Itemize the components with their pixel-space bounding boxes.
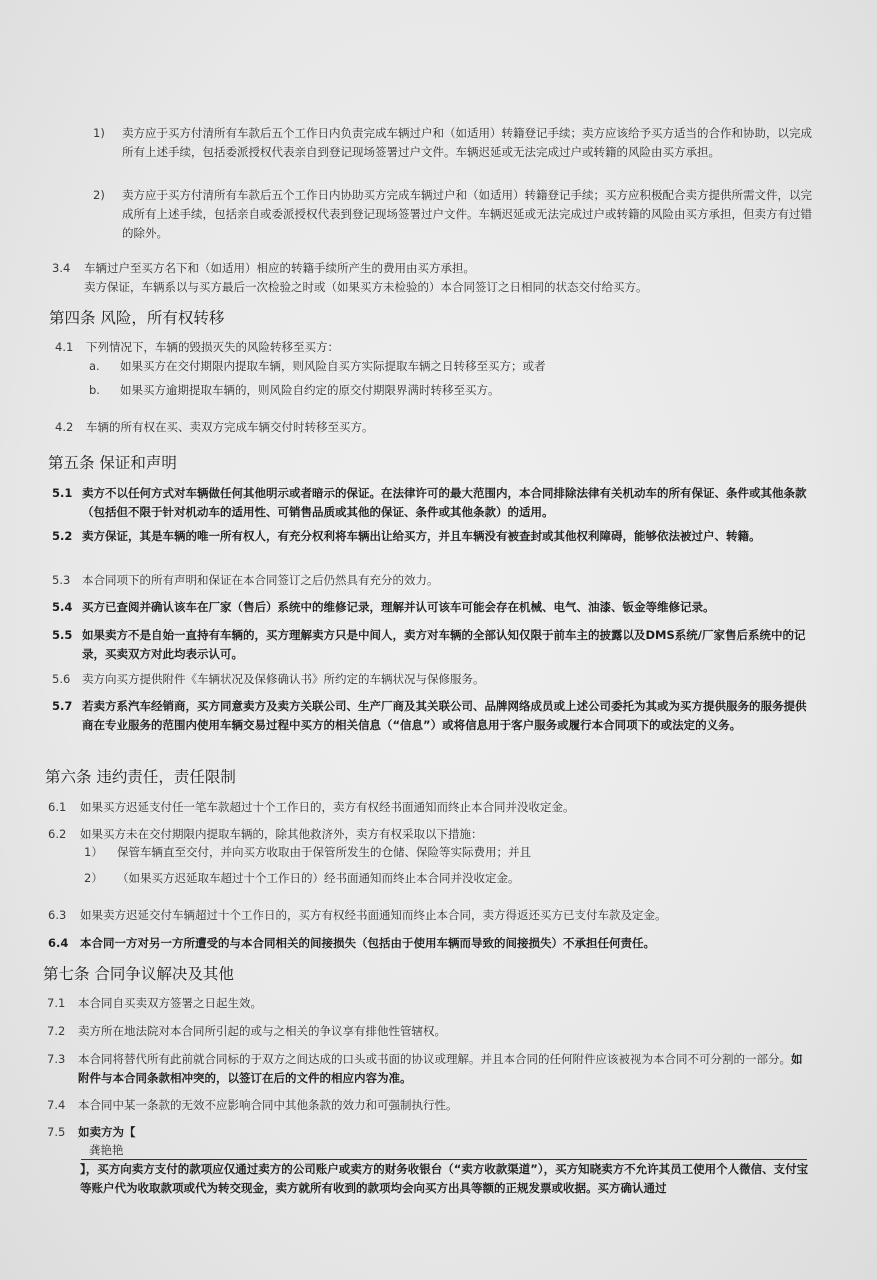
clause-lead: 如卖方为【 bbox=[78, 1125, 136, 1139]
seller-name-field bbox=[81, 1141, 807, 1160]
clause-text-emphasis: 如附件与本合同条款相冲突的，以签订在后的文件的相应内容为准。 bbox=[78, 1052, 803, 1085]
clause-number: 6.2 bbox=[48, 827, 67, 841]
clause-text: 本合同中某一条款的无效不应影响合同中其他条款的效力和可强制执行性。 bbox=[78, 1098, 458, 1112]
item-number: 2) bbox=[93, 188, 105, 202]
clause-text: 卖方保证，其是车辆的唯一所有权人，有充分权利将车辆出让给买方，并且车辆没有被查封或其他权利障碍，能够依法被过户、转籍。 bbox=[82, 529, 761, 543]
clause-text: 卖方向买方提供附件《车辆状况及保修确认书》所约定的车辆状况与保修服务。 bbox=[82, 672, 485, 686]
clause-text: 如果买方逾期提取车辆的，则风险自约定的原交付期限界满时转移至买方。 bbox=[120, 383, 500, 397]
clause-number: 7.4 bbox=[47, 1098, 66, 1112]
clause-text: 车辆的所有权在买、卖双方完成车辆交付时转移至买方。 bbox=[86, 420, 374, 434]
clause-text: 如果卖方迟延交付车辆超过十个工作日的，买方有权经书面通知而终止本合同，卖方得返还买方已支付车款及定金。 bbox=[80, 908, 667, 922]
clause-text: 本合同自买卖双方签署之日起生效。 bbox=[78, 996, 262, 1010]
section-heading: 第七条 合同争议解决及其他 bbox=[43, 965, 234, 983]
seller-name: 龚艳艳 bbox=[89, 1143, 124, 1157]
clause-number: 7.5 bbox=[47, 1125, 66, 1139]
item-number: a. bbox=[89, 359, 100, 373]
clause-text: 本合同项下的所有声明和保证在本合同签订之后仍然具有充分的效力。 bbox=[82, 573, 439, 587]
section-heading: 第五条 保证和声明 bbox=[48, 454, 177, 472]
clause-text: 如果买方在交付期限内提取车辆，则风险自买方实际提取车辆之日转移至买方；或者 bbox=[120, 359, 546, 373]
item-number: 1） bbox=[84, 845, 103, 859]
clause-text: 下列情况下，车辆的毁损灭失的风险转移至买方： bbox=[86, 340, 339, 354]
clause-number: 6.1 bbox=[48, 800, 67, 814]
clause-number: 7.2 bbox=[47, 1024, 66, 1038]
clause-text: 车辆过户至买方名下和（如适用）相应的转籍手续所产生的费用由买方承担。 bbox=[84, 261, 475, 275]
item-number: b. bbox=[89, 383, 100, 397]
clause-number: 5.6 bbox=[52, 672, 71, 686]
clause-text: 保管车辆直至交付，并向买方收取由于保管所发生的仓储、保险等实际费用；并且 bbox=[117, 845, 531, 859]
clause-number: 4.1 bbox=[55, 340, 74, 354]
clause-number: 6.3 bbox=[48, 908, 67, 922]
item-number: 1) bbox=[93, 126, 105, 140]
clause-number: 5.4 bbox=[52, 600, 73, 614]
clause-number: 5.5 bbox=[52, 628, 73, 642]
clause-text: 买方已查阅并确认该车在厂家（售后）系统中的维修记录，理解并认可该车可能会存在机械、电气、油漆、钣金等维修记录。 bbox=[82, 600, 715, 614]
clause-text: 卖方不以任何方式对车辆做任何其他明示或者暗示的保证。在法律许可的最大范围内，本合同排除法律有关机动车的所有保证、条件或其他条款（包括但不限于针对机动车的适用性、可销售品质或其他的保证、条件或其他条款）的适用。 bbox=[82, 486, 807, 519]
clause-text: 卖方所在地法院对本合同所引起的或与之相关的争议享有排他性管辖权。 bbox=[78, 1024, 446, 1038]
clause-number: 7.1 bbox=[47, 996, 66, 1010]
clause-number: 5.3 bbox=[52, 573, 71, 587]
clause-text: 卖方应于买方付清所有车款后五个工作日内负责完成车辆过户和（如适用）转籍登记手续；卖方应该给予买方适当的合作和协助，以完成所有上述手续，包括委派授权代表亲自到登记现场签署过户文件。车辆迟延或无法完成过户或转籍的风险由买方承担。 bbox=[122, 126, 812, 159]
clause-number: 4.2 bbox=[55, 420, 74, 434]
clause-text bbox=[78, 1050, 810, 1088]
clause-text: 本合同一方对另一方所遭受的与本合同相关的间接损失（包括由于使用车辆而导致的间接损失）不承担任何责任。 bbox=[80, 936, 655, 950]
clause-text: 如果买方未在交付期限内提取车辆的，除其他救济外，卖方有权采取以下措施： bbox=[80, 827, 483, 841]
clause-text: 如果买方迟延支付任一笔车款超过十个工作日的，卖方有权经书面通知而终止本合同并没收定金。 bbox=[80, 800, 575, 814]
item-number: 2） bbox=[84, 871, 103, 885]
clause-text: 如果卖方不是自始一直持有车辆的，买方理解卖方只是中间人，卖方对车辆的全部认知仅限于前车主的披露以及DMS系统/厂家售后系统中的记录，买卖双方对此均表示认可。 bbox=[82, 628, 806, 661]
clause-number: 3.4 bbox=[52, 261, 71, 275]
clause-text-part: 本合同将替代所有此前就合同标的于双方之间达成的口头或书面的协议或理解。并且本合同的任何附件应该被视为本合同不可分割的一部分。 bbox=[78, 1052, 791, 1066]
clause-number: 5.2 bbox=[52, 529, 73, 543]
clause-text: 若卖方系汽车经销商，买方同意卖方及卖方关联公司、生产厂商及其关联公司、品牌网络成员或上述公司委托为其或为买方提供服务的服务提供商在专业服务的范围内使用车辆交易过程中买方的相关信息（“信息”）或将信息用于客户服务或履行本合同项下的或法定的义务。 bbox=[82, 699, 807, 732]
clause-text: 】，买方向卖方支付的款项应仅通过卖方的公司账户或卖方的财务收银台（“卖方收款渠道”），买方知晓卖方不允许其员工使用个人微信、支付宝等账户代为收取款项或代为转交现金，卖方就所有收到的款项均会向买方出具等额的正规发票或收据。买方确认通过 bbox=[80, 1162, 809, 1195]
section-heading: 第四条 风险，所有权转移 bbox=[49, 309, 225, 327]
clause-text: （如果买方迟延取车超过十个工作日的）经书面通知而终止本合同并没收定金。 bbox=[117, 871, 520, 885]
section-heading: 第六条 违约责任，责任限制 bbox=[45, 768, 236, 786]
clause-number: 7.3 bbox=[47, 1052, 66, 1066]
clause-number: 5.1 bbox=[52, 486, 73, 500]
clause-text: 卖方保证，车辆系以与买方最后一次检验之时或（如果买方未检验的）本合同签订之日相同的状态交付给买方。 bbox=[84, 280, 648, 294]
clause-number: 5.7 bbox=[52, 699, 73, 713]
clause-number: 6.4 bbox=[48, 936, 69, 950]
clause-text: 卖方应于买方付清所有车款后五个工作日内协助买方完成车辆过户和（如适用）转籍登记手续；买方应积极配合卖方提供所需文件，以完成所有上述手续，包括亲自或委派授权代表到登记现场签署过户文件。车辆迟延或无法完成过户或转籍的风险由买方承担，但卖方有过错的除外。 bbox=[122, 188, 812, 240]
